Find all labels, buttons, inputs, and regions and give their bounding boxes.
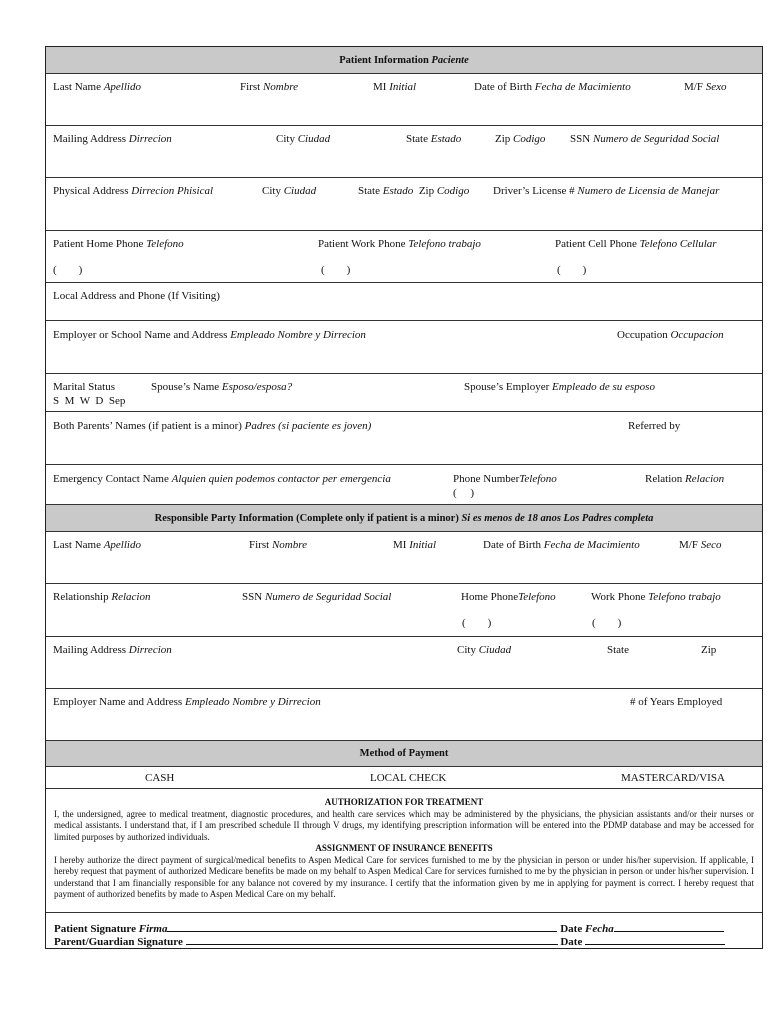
local-address-row[interactable] <box>46 283 762 321</box>
rp-home-phone-area-code[interactable]: ( ) <box>462 617 492 629</box>
payment-title: Method of Payment <box>359 748 449 759</box>
sex-label: M/F Sexo <box>684 81 727 93</box>
header-title-en: Patient Information <box>339 55 429 66</box>
rp-relationship-row[interactable] <box>46 584 762 637</box>
rp-employer-row[interactable] <box>46 689 762 741</box>
rp-ssn-label: SSN Numero de Seguridad Social <box>242 591 392 603</box>
emergency-contact-label: Emergency Contact Name Alquien quien podemos contactor per emergencia <box>53 473 391 485</box>
mailing-address-row[interactable] <box>46 126 762 178</box>
state-zip-label: State Estado Zip Codigo <box>358 185 470 197</box>
cell-phone-label: Patient Cell Phone Telefono Cellular <box>555 238 717 250</box>
referred-by-label: Referred by <box>628 420 681 432</box>
rp-home-phone-label: Home PhoneTelefono <box>461 591 556 603</box>
emergency-contact-row[interactable] <box>46 465 762 505</box>
rp-last-name-label: Last Name Apellido <box>53 539 141 551</box>
state-label: State Estado <box>406 133 462 145</box>
cell-phone-area-code[interactable]: ( ) <box>557 264 587 276</box>
authorization-title: AUTHORIZATION FOR TREATMENT <box>324 797 484 807</box>
rp-sex-label: M/F Seco <box>679 539 722 551</box>
responsible-title-en: Responsible Party Information (Complete only if patient is a minor) <box>154 513 459 524</box>
payment-header <box>46 741 762 767</box>
rp-dob-label: Date of Birth Fecha de Macimiento <box>483 539 640 551</box>
city-label: City Ciudad <box>276 133 331 145</box>
header-title-es: Paciente <box>431 55 469 66</box>
ssn-label: SSN Numero de Seguridad Social <box>570 133 720 145</box>
parents-row[interactable] <box>46 412 762 465</box>
marital-row[interactable] <box>46 374 762 412</box>
rp-mailing-row[interactable] <box>46 637 762 689</box>
drivers-license-label: Driver’s License # Numero de Licensia de Manejar <box>493 185 720 197</box>
emergency-phone-area-code[interactable]: ( ) <box>453 487 475 499</box>
physical-address-row[interactable] <box>46 178 762 231</box>
rp-mi-label: MI Initial <box>393 539 437 551</box>
guardian-signature-line[interactable]: Parent/Guardian Signature Date <box>54 934 725 948</box>
rp-work-phone-label: Work Phone Telefono trabajo <box>591 591 721 603</box>
patient-phones-row[interactable] <box>46 231 762 283</box>
mailing-address-label: Mailing Address Dirrecion <box>53 133 172 145</box>
benefits-text: I hereby authorize the direct payment of surgical/medical benefits to Aspen Medical Care for services furnished to me by the physician in person or under his/her supervision. If applicable, I hereby request that payment of authorized Medicare benefits be made on my behalf to Aspen Medical Care for services furnished to me by the physician in person or under his/her supervision. I understand that I am financially responsible for any balance not covered by my insurance. I certify that the information given by me in applying for payment is correct. I hereby request that payment of authorized benefits by made to Aspen Medical Care on my behalf. <box>54 854 754 899</box>
work-phone-label: Patient Work Phone Telefono trabajo <box>318 238 481 250</box>
patient-info-header <box>46 47 762 74</box>
home-phone-area-code[interactable]: ( ) <box>53 264 83 276</box>
payment-check-option[interactable]: LOCAL CHECK <box>370 772 447 784</box>
spouse-employer-label: Spouse’s Employer Empleado de su esposo <box>464 381 655 393</box>
rp-first-name-label: First Nombre <box>249 539 307 551</box>
rp-years-employed-label: # of Years Employed <box>630 696 723 708</box>
marital-status-label: Marital Status <box>53 381 116 393</box>
employer-label: Employer or School Name and Address Empleado Nombre y Dirrecion <box>53 329 366 341</box>
rp-zip-label: Zip <box>701 644 717 656</box>
responsible-party-header <box>46 505 762 532</box>
patient-name-row[interactable] <box>46 74 762 126</box>
parents-names-label: Both Parents’ Names (if patient is a minor) Padres (si paciente es joven) <box>53 420 372 432</box>
city-label: City Ciudad <box>262 185 317 197</box>
patient-signature-line[interactable]: Patient Signature Firma Date Fecha <box>54 921 724 935</box>
dob-label: Date of Birth Fecha de Macimiento <box>474 81 631 93</box>
emergency-phone-label: Phone NumberTelefono <box>453 473 557 485</box>
mi-label: MI Initial <box>373 81 417 93</box>
rp-relationship-label: Relationship Relacion <box>53 591 151 603</box>
zip-label: Zip Codigo <box>495 133 546 145</box>
employer-row[interactable] <box>46 321 762 374</box>
last-name-label: Last Name Apellido <box>53 81 141 93</box>
payment-options-row <box>46 767 762 789</box>
payment-cash-option[interactable]: CASH <box>145 772 175 784</box>
rp-state-label: State <box>607 644 629 656</box>
responsible-title-es: Si es menos de 18 anos Los Padres completa <box>461 513 654 524</box>
home-phone-label: Patient Home Phone Telefono <box>53 238 184 250</box>
rp-work-phone-area-code[interactable]: ( ) <box>592 617 622 629</box>
spouse-name-label: Spouse’s Name Esposo/esposa? <box>151 381 293 393</box>
rp-city-label: City Ciudad <box>457 644 512 656</box>
rp-name-row[interactable] <box>46 532 762 584</box>
patient-intake-form <box>45 46 763 949</box>
occupation-label: Occupation Occupacion <box>617 329 724 341</box>
rp-mailing-address-label: Mailing Address Dirrecion <box>53 644 172 656</box>
authorization-text: I, the undersigned, agree to medical treatment, diagnostic procedures, and health care services which may be administered by the physicians, the physician assistants and/or their nurses or medical assistants. I understand that, if I am prescribed schedule II through V drugs, my identifying prescription information will be entered into the PDMP database and may be accessed for limited purposes by authorized individuals. <box>54 808 754 842</box>
authorization-block <box>54 797 754 901</box>
relation-label: Relation Relacion <box>645 473 725 485</box>
work-phone-area-code[interactable]: ( ) <box>321 264 351 276</box>
rp-employer-label: Employer Name and Address Empleado Nombre y Dirrecion <box>53 696 321 708</box>
local-address-label: Local Address and Phone (If Visiting) <box>53 290 220 302</box>
physical-address-label: Physical Address Dirrecion Phisical <box>53 185 214 197</box>
first-name-label: First Nombre <box>240 81 298 93</box>
marital-options[interactable]: S M W D Sep <box>53 395 126 407</box>
authorization-section <box>46 789 762 913</box>
payment-card-option[interactable]: MASTERCARD/VISA <box>621 772 725 784</box>
benefits-title: ASSIGNMENT OF INSURANCE BENEFITS <box>315 843 493 853</box>
